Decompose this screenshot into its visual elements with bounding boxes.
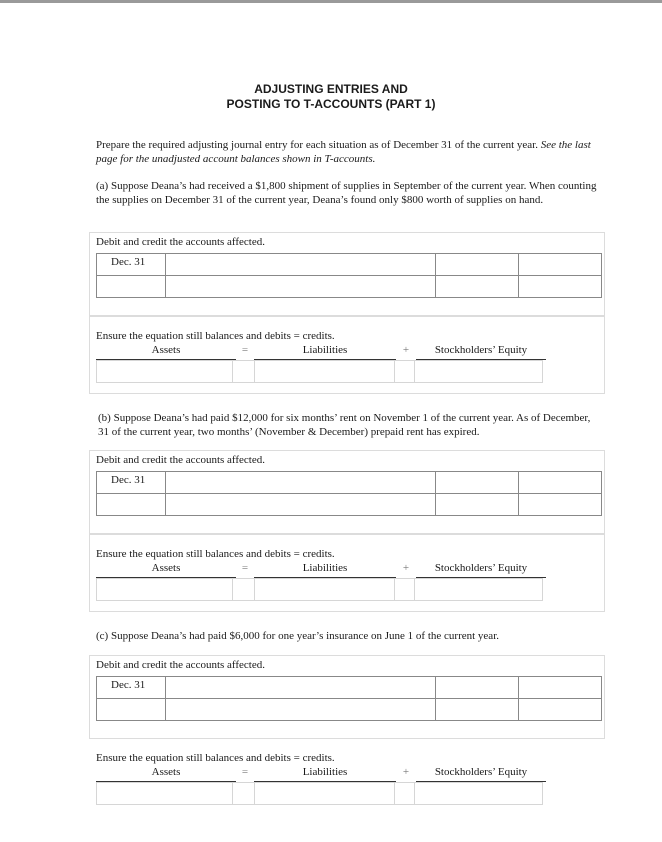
date-cell[interactable] [97,276,166,298]
date-cell: Dec. 31 [97,254,166,276]
date-cell[interactable] [97,494,166,516]
journal-table-a [96,253,602,298]
equity-cell[interactable] [415,361,543,383]
journal-box-c [89,655,605,739]
credit-cell[interactable] [519,254,602,276]
account-cell[interactable] [166,254,436,276]
equity-cell[interactable] [415,783,543,805]
equals-sign: = [241,562,249,574]
debit-cell[interactable] [436,494,519,516]
equation-row [97,579,543,601]
equation-header-a [96,344,606,360]
equation-label-c: Ensure the equation still balances and debits = credits. [96,752,335,764]
equity-heading: Stockholders’ Equity [416,562,546,578]
assets-cell[interactable] [97,783,233,805]
assets-heading: Assets [96,562,236,578]
equation-label-a: Ensure the equation still balances and debits = credits. [96,330,335,342]
journal-label-a: Debit and credit the accounts affected. [96,236,265,248]
equals-sign: = [241,766,249,778]
equation-table-b [96,578,543,601]
liabilities-heading: Liabilities [254,562,396,578]
equity-heading: Stockholders’ Equity [416,766,546,782]
equation-table-c [96,782,543,805]
date-cell: Dec. 31 [97,472,166,494]
title-line-2: POSTING TO T-ACCOUNTS (PART 1) [226,97,436,111]
liabilities-cell[interactable] [255,579,395,601]
equity-heading: Stockholders’ Equity [416,344,546,360]
account-cell[interactable] [166,494,436,516]
intro-paragraph [96,138,606,166]
equation-label-b: Ensure the equation still balances and debits = credits. [96,548,335,560]
assets-cell[interactable] [97,579,233,601]
equals-cell [233,361,255,383]
plus-sign: + [402,562,410,574]
equals-cell [233,579,255,601]
date-cell: Dec. 31 [97,677,166,699]
assets-heading: Assets [96,766,236,782]
plus-sign: + [402,344,410,356]
situation-b-text: (b) Suppose Deana’s had paid $12,000 for six months’ rent on November 1 of the current year. As of December, 31 of the current year, two months’ (November & December) prepaid rent has expired. [98,412,591,438]
situation-c-text: (c) Suppose Deana’s had paid $6,000 for one year’s insurance on June 1 of the current year. [96,630,499,642]
equation-header-b [96,562,606,578]
plus-cell [395,579,415,601]
credit-cell[interactable] [519,472,602,494]
intro-text: Prepare the required adjusting journal entry for each situation as of December 31 of the current year. [96,139,538,151]
intro-italic-text: See the last page for the unadjusted account balances shown in T-accounts. [96,139,591,165]
journal-box-a [89,232,605,316]
account-cell[interactable] [166,699,436,721]
assets-cell[interactable] [97,361,233,383]
equals-sign: = [241,344,249,356]
journal-table-c [96,676,602,721]
journal-row [97,254,602,276]
plus-cell [395,783,415,805]
equation-row [97,361,543,383]
credit-cell[interactable] [519,677,602,699]
credit-cell[interactable] [519,494,602,516]
equation-table-a [96,360,543,383]
journal-row [97,472,602,494]
debit-cell[interactable] [436,254,519,276]
liabilities-cell[interactable] [255,783,395,805]
account-cell[interactable] [166,472,436,494]
journal-table-b [96,471,602,516]
date-cell[interactable] [97,699,166,721]
debit-cell[interactable] [436,699,519,721]
credit-cell[interactable] [519,276,602,298]
liabilities-heading: Liabilities [254,344,396,360]
plus-sign: + [402,766,410,778]
equals-cell [233,783,255,805]
debit-cell[interactable] [436,276,519,298]
journal-row [97,699,602,721]
title-line-1: ADJUSTING ENTRIES AND [254,82,408,96]
top-border [0,0,662,3]
journal-box-b [89,450,605,534]
journal-row [97,677,602,699]
journal-label-b: Debit and credit the accounts affected. [96,454,265,466]
liabilities-heading: Liabilities [254,766,396,782]
equation-row [97,783,543,805]
account-cell[interactable] [166,677,436,699]
journal-label-c: Debit and credit the accounts affected. [96,659,265,671]
debit-cell[interactable] [436,472,519,494]
account-cell[interactable] [166,276,436,298]
plus-cell [395,361,415,383]
assets-heading: Assets [96,344,236,360]
credit-cell[interactable] [519,699,602,721]
journal-row [97,494,602,516]
debit-cell[interactable] [436,677,519,699]
equation-header-c [96,766,606,782]
journal-row [97,276,602,298]
situation-a-text: (a) Suppose Deana’s had received a $1,800 shipment of supplies in September of the current year. When counting the supplies on December 31 of the current year, Deana’s found only $800 worth of supplies on hand. [96,180,597,206]
liabilities-cell[interactable] [255,361,395,383]
equity-cell[interactable] [415,579,543,601]
